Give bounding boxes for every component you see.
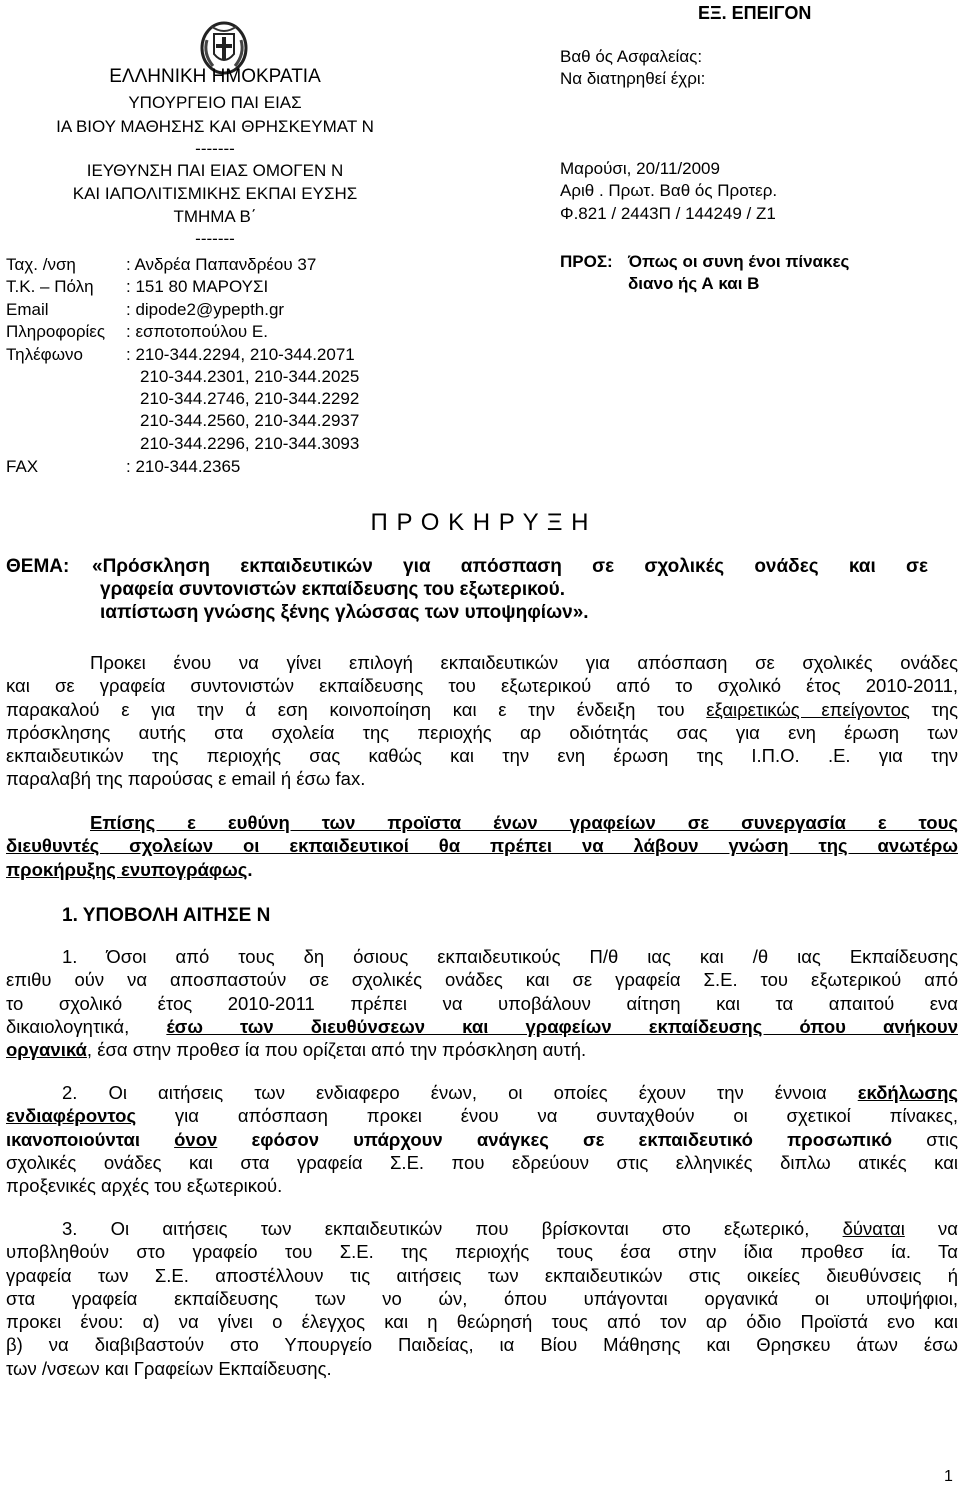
emphasis-span: όνον xyxy=(174,1128,218,1150)
subject-text: «Πρόσκληση εκπαιδευτικών για απόσπαση σε σχολικές ονάδες και σε xyxy=(92,556,928,577)
text-line: επιθυ ούν να αποσπαστούν σε σχολικές ονάδες και σε γραφεία Σ.Ε. του εξωτερικού από xyxy=(6,969,958,991)
text-line: στα γραφεία εκπαίδευσης των νο ών, όπου υπάγονται οργανικά οι υποψήφιοι, xyxy=(6,1287,958,1309)
directorate-name-line2: ΚΑΙ ΙΑΠΟΛΙΤΙΣΜΙΚΗΣ ΕΚΠΑΙ ΕΥΣΗΣ xyxy=(72,184,358,203)
text-span: , έσα στην προθεσ ία που ορίζεται από την πρόσκληση αυτή. xyxy=(86,1039,587,1061)
urgent-emphasis: εξαιρετικώς επείγοντος xyxy=(706,698,910,720)
announcement-title: Π Ρ Ο Κ Η Ρ Υ Ξ Η xyxy=(370,509,590,536)
emphasis-span: ενδιαφέροντος xyxy=(6,1105,137,1127)
text-line: παραλαβή της παρούσας ε email ή έσω fax. xyxy=(6,768,366,790)
fax-value: : 210-344.2365 xyxy=(126,457,241,476)
security-level: Βαθ ός Ασφαλείας: xyxy=(560,47,703,66)
to-recipient: Όπως οι συνη ένοι πίνακες xyxy=(628,252,850,271)
subject-label: ΘΕΜΑ: xyxy=(6,556,70,577)
text-line: προκει ένου: α) να γίνει ο έλεγχος και η θεώρησή τους από τον αρ όδιο Προϊστά ενο και xyxy=(6,1311,958,1333)
subject-text-line2: γραφεία συντονιστών εκπαίδευσης του εξωτερικού. xyxy=(100,579,565,600)
text-span: προκήρυξης ενυπογράφως xyxy=(6,858,248,880)
text-line xyxy=(6,1038,958,1061)
text-line xyxy=(6,1128,958,1151)
contact-value: : εσποτοπούλου Ε. xyxy=(126,322,268,341)
text-line xyxy=(6,1015,958,1038)
text-line: το σχολικό έτος 2010-2011 πρέπει να υποβάλουν αίτηση και τα απαιτού ενα xyxy=(6,992,958,1014)
text-span: στις xyxy=(892,1128,958,1150)
country-name: ΕΛΛΗΝΙΚΗ ΗΜΟΚΡΑΤΙΑ xyxy=(109,66,321,87)
text-line xyxy=(6,1081,958,1104)
emphasis-span: ικανοποιούνται xyxy=(6,1128,175,1150)
subject-text-line3: ιαπίστωση γνώσης ξένης γλώσσας των υποψηφίων». xyxy=(100,602,589,623)
text-line: Επίσης ε ευθύνη των προϊστα ένων γραφείων σε συνεργασία ε τους xyxy=(90,812,958,833)
emphasis-span: οργανικά xyxy=(6,1039,87,1061)
emphasis-span: εφόσον υπάρχουν ανάγκες σε εκπαιδευτικό προσωπικό xyxy=(217,1128,893,1150)
text-line: σχολικές ονάδες και στα γραφεία Σ.Ε. που εδρεύουν στις ελληνικές διπλω ατικές και xyxy=(6,1151,958,1173)
text-line: των /νσεων και Γραφείων Εκπαίδευσης. xyxy=(6,1357,332,1379)
text-span: 3. Οι αιτήσεις των εκπαιδευτικών που βρίσκονται στο εξωτερικό, xyxy=(62,1218,843,1239)
text-span: για απόσπαση προκει ένου να συνταχθούν οι σχετικοί πίνακες, xyxy=(136,1105,958,1127)
text-line xyxy=(6,698,958,721)
page-number: 1 xyxy=(944,1468,953,1485)
contact-label: Τ.Κ. – Πόλη xyxy=(6,277,94,296)
phone-numbers: 210-344.2301, 210-344.2025 xyxy=(140,367,360,386)
emphasis-span: δύναται xyxy=(842,1218,905,1239)
text-line xyxy=(6,1104,958,1127)
text-line xyxy=(6,858,958,881)
intro-paragraph xyxy=(6,651,958,791)
text-span: δικαιολογητικά, xyxy=(6,1015,167,1037)
phone-numbers: 210-344.2296, 210-344.3093 xyxy=(140,434,360,453)
text-line: και σε γραφεία συντονιστών εκπαίδευσης του εξωτερικού από το σχολικό έτος 2010-2011, xyxy=(6,675,958,697)
text-line: πρόσκλησης αυτής στα σχολεία της περιοχής αρ οδιότητάς σας για ενη έρωση των xyxy=(6,721,958,743)
section-heading: 1. ΥΠΟΒΟΛΗ ΑΙΤΗΣΕ Ν xyxy=(62,905,271,926)
fax-label: FAX xyxy=(6,457,39,476)
text-line: 1. Όσοι από τους δη όσιους εκπαιδευτικούς Π/θ ιας και /θ ιας Εκπαίδευσης xyxy=(62,946,958,967)
notice-paragraph xyxy=(6,811,958,881)
text-line: προξενικές αρχές του εξωτερικού. xyxy=(6,1175,283,1197)
ministry-name-line2: ΙΑ ΒΙΟΥ ΜΑΘΗΣΗΣ ΚΑΙ ΘΡΗΣΚΕΥΜΑΤ Ν xyxy=(56,117,374,136)
text-span: της xyxy=(909,698,958,720)
section-paragraph-2 xyxy=(6,1081,958,1197)
text-span: . xyxy=(247,858,253,880)
retain-until: Να διατηρηθεί έχρι: xyxy=(560,69,706,88)
text-line: υποβληθούν στο γραφείο του Σ.Ε. της περιοχής τους έσα στην ίδια προθεσ ία. Τα xyxy=(6,1241,958,1263)
text-span: παρακαλού ε για την ά εση κοινοποίηση και ε την ένδειξη του xyxy=(6,698,707,720)
text-line: εκπαιδευτικών της περιοχής σας καθώς και την ενη έρωση της Ι.Π.Ο. .Ε. για την xyxy=(6,745,958,767)
greek-emblem-icon xyxy=(190,2,240,58)
text-span: 2. Οι αιτήσεις των ενδιαφερο ένων, οι οποίες έχουν την έννοια xyxy=(62,1082,858,1103)
emphasis-span: έσω των διευθύνσεων και γραφείων εκπαίδευσης όπου ανήκουν xyxy=(166,1015,958,1037)
protocol-label: Αριθ . Πρωτ. Βαθ ός Προτερ. xyxy=(560,181,778,200)
contact-value: : 210-344.2294, 210-344.2071 xyxy=(126,345,355,364)
document-date: Μαρούσι, 20/11/2009 xyxy=(560,159,720,178)
section-paragraph-3 xyxy=(6,1217,958,1380)
to-recipient-line2: διανο ής Α και Β xyxy=(628,274,760,293)
phone-numbers: 210-344.2560, 210-344.2937 xyxy=(140,411,360,430)
contact-label: Πληροφορίες xyxy=(6,322,106,341)
section-paragraph-1 xyxy=(6,945,958,1061)
department-name: ΤΜΗΜΑ Β΄ xyxy=(173,207,257,226)
contact-value: : 151 80 ΜΑΡΟΥΣΙ xyxy=(126,277,269,296)
text-line: διευθυντές σχολείων οι εκπαιδευτικοί θα πρέπει να λάβουν γνώση της ανωτέρω xyxy=(6,835,958,857)
ministry-name: ΥΠΟΥΡΓΕΙΟ ΠΑΙ ΕΙΑΣ xyxy=(128,93,302,112)
to-label: ΠΡΟΣ: xyxy=(560,252,613,271)
protocol-number: Φ.821 / 2443Π / 144249 / Ζ1 xyxy=(560,204,776,223)
separator: ------- xyxy=(195,229,235,248)
text-line xyxy=(6,1217,958,1240)
text-line: γραφεία των Σ.Ε. αποστέλλουν τις αιτήσεις των εκπαιδευτικών στις οικείες διευθύνσεις ή xyxy=(6,1264,958,1286)
urgency-badge: ΕΞ. ΕΠΕΙΓΟΝ xyxy=(698,3,812,23)
contact-label: Email xyxy=(6,300,49,319)
directorate-name: ΙΕΥΘΥΝΣΗ ΠΑΙ ΕΙΑΣ ΟΜΟΓΕΝ Ν xyxy=(86,161,344,180)
separator: ------- xyxy=(195,139,235,158)
contact-label: Τηλέφωνο xyxy=(6,345,83,364)
text-line: β) να διαβιβαστούν στο Υπουργείο Παιδείας, ια Βίου Μάθησης και Θρησκευ άτων έσω xyxy=(6,1334,958,1356)
emphasis-span: εκδήλωσης xyxy=(857,1082,958,1103)
contact-label: Ταχ. /νση xyxy=(6,255,76,274)
email-link[interactable]: : dipode2@ypepth.gr xyxy=(126,300,285,319)
contact-value: : Ανδρέα Παπανδρέου 37 xyxy=(126,255,317,274)
text-span: να xyxy=(904,1218,958,1239)
text-line: Προκει ένου να γίνει επιλογή εκπαιδευτικών για απόσπαση σε σχολικές ονάδες xyxy=(90,652,958,673)
phone-numbers: 210-344.2746, 210-344.2292 xyxy=(140,389,360,408)
